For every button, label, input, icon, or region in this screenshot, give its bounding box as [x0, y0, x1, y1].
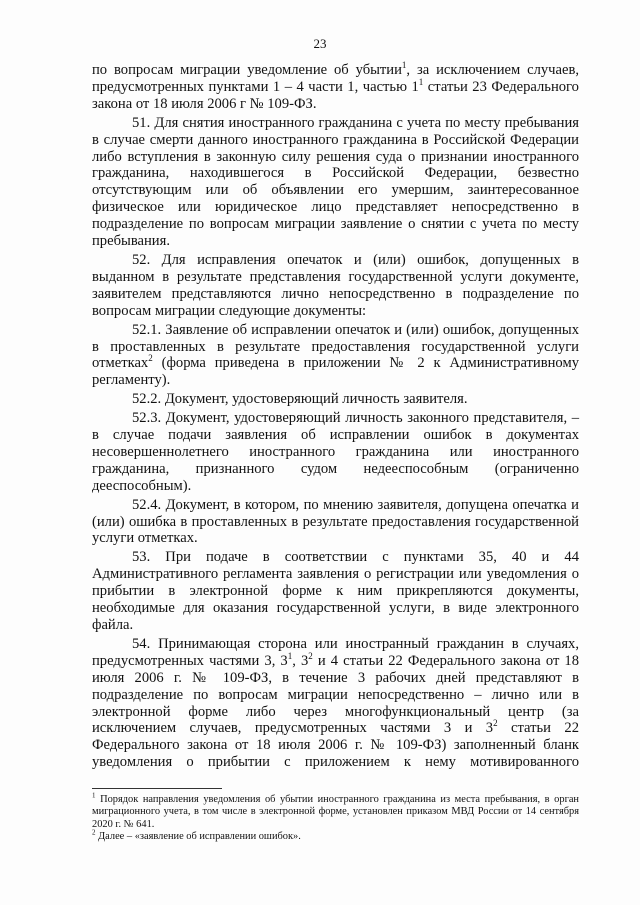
text-run: 52.2. Документ, удостоверяющий личность заявителя.	[132, 391, 468, 408]
text-run: Далее – «заявление об исправлении ошибок».	[95, 831, 301, 843]
text-run: 52.4. Документ, в котором, по мнению заявителя, допущена опечатка и (или) ошибка в проставленных в результате предоставления государственной услуги отметках.	[92, 496, 579, 547]
document-body	[92, 62, 579, 771]
footnote-ref: 1	[92, 791, 96, 800]
footnotes	[92, 791, 579, 844]
footnote-divider	[92, 788, 222, 789]
footnote-ref: 2	[148, 353, 153, 364]
page-number: 23	[313, 36, 327, 51]
footnote-ref: 1	[418, 77, 424, 88]
paragraph-p51	[92, 115, 579, 250]
paragraph-p52-2	[92, 391, 579, 408]
text-run: и 4 статьи 22 Федерального закона от 18 июля 2006 г. № 109-ФЗ, в течение 3 рабочих дней представляют в подразделение по вопросам миграции непосредственно – лично или в электронной форме либо через многофункциональный центр (за исключением случаев, предусмотренных частями 3 и 3	[92, 652, 580, 737]
text-run: 54. Принимающая сторона или иностранный гражданин в случаях, предусмотренных частями 3, 3	[92, 635, 579, 669]
footnote-ref: 2	[493, 718, 498, 729]
footnote-ref: 2	[92, 828, 96, 837]
text-run: Порядок направления уведомления об убытии иностранного гражданина из места пребывания, в орган миграционного учета, в том числе в электронной форме, установлен приказом МВД России от 14 сентября 2020 г. № 641.	[92, 794, 579, 830]
footnote-fn1	[92, 791, 579, 831]
footnote-ref: 1	[401, 60, 407, 71]
text-run: статьи 22 Федерального закона от 18 июля 2006 г. № 109-ФЗ) заполненный бланк уведомления о прибытии с приложением к нему мотивированного	[92, 720, 579, 771]
paragraph-p52-1	[92, 322, 579, 390]
footnote-fn2	[92, 828, 579, 843]
paragraph-p52-3	[92, 410, 579, 495]
text-run: статьи 23 Федерального закона от 18 июля 2006 г № 109-ФЗ.	[92, 78, 579, 112]
paragraph-p52	[92, 252, 579, 320]
footnote-ref: 1	[287, 650, 293, 661]
text-run: по вопросам миграции уведомление об убытии	[92, 62, 402, 78]
footnote-ref: 2	[308, 650, 313, 661]
paragraph-p0	[92, 62, 579, 113]
text-run: 52.1. Заявление об исправлении опечаток и (или) ошибок, допущенных в проставленных в результате предоставления государственной услуги отметках	[92, 321, 579, 372]
text-run: 52. Для исправления опечаток и (или) ошибок, допущенных в выданном в результате представления государственной услуги документе, заявителем представляются лично непосредственно в подразделение по вопросам миграции следующие документы:	[92, 251, 579, 319]
text-run: 52.3. Документ, удостоверяющий личность законного представителя, – в случае подачи заявления об исправлении ошибок в документах несовершеннолетнего иностранного гражданина или иностранного гражданина, признанного судом недееспособным (ограниченно дееспособным).	[92, 410, 579, 494]
paragraph-p54	[92, 636, 579, 771]
text-run: , за исключением случаев, предусмотренных пунктами 1 – 4 части 1, частью 1	[92, 62, 579, 95]
paragraph-p53	[92, 549, 579, 634]
text-run: (форма приведена в приложении № 2 к Административному регламенту).	[92, 355, 579, 389]
paragraph-p52-4	[92, 497, 579, 548]
text-run: 53. При подаче в соответствии с пунктами 35, 40 и 44 Административного регламента заявления о регистрации или уведомления о прибытии в электронной форме к ним прикрепляются документы, необходимые для оказания государственной услуги, в виде электронного файла.	[92, 549, 579, 633]
text-run: 51. Для снятия иностранного гражданина с учета по месту пребывания в случае смерти данного иностранного гражданина в Российской Федерации либо вступления в законную силу решения суда о признании иностранного гражданина, находившегося в Российской Федерации, безвестно отсутствующим или об объявлении его умершим, заинтересованное физическое или юридическое лицо представляет непосредственно в подразделение по вопросам миграции заявление о снятии с учета по месту пребывания.	[92, 114, 579, 250]
text-run: , 3	[292, 652, 309, 669]
